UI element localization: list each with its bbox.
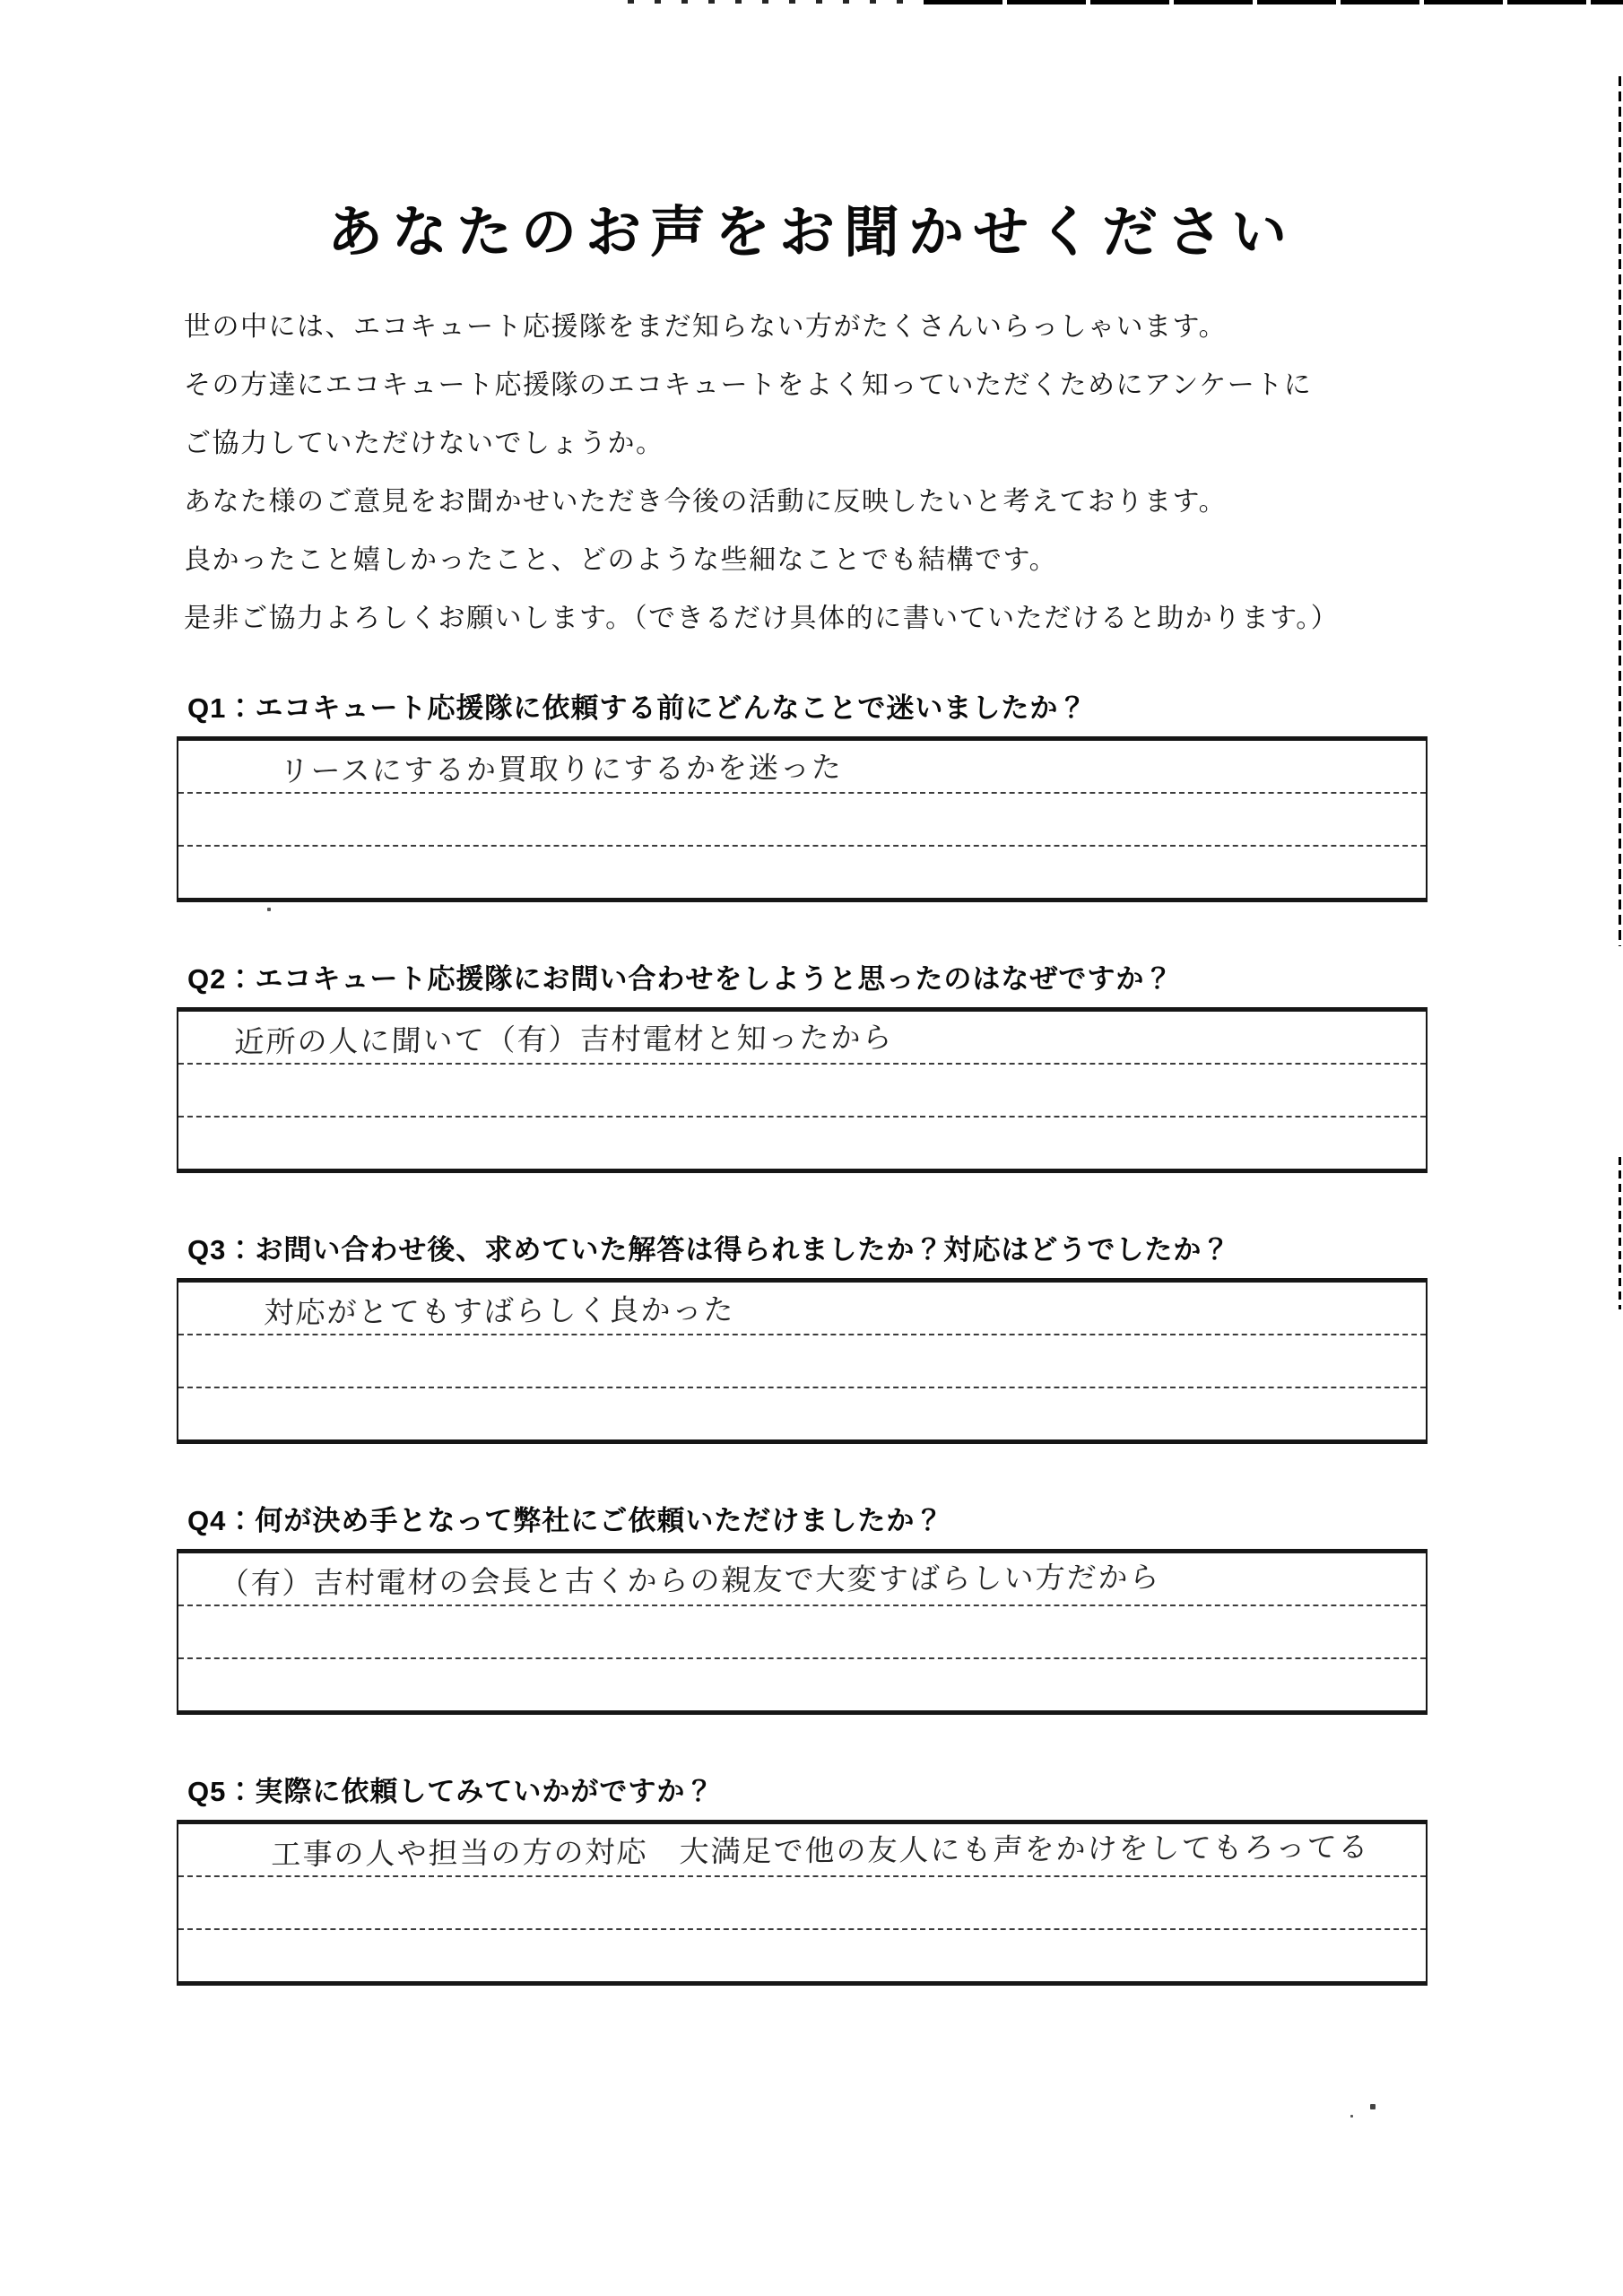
question-label: Q5：実際に依頼してみていかがですか？ [187,1776,715,1807]
intro-line: 良かったこと嬉しかったこと、どのような些細なことでも結構です。 [184,545,1058,575]
intro-line: 是非ご協力よろしくお願いします。（できるだけ具体的に書いていただけると助かります。） [184,604,1340,633]
handwritten-answer: 対応がとてもすばらしく良かった [264,1292,736,1330]
intro-line: 世の中には、エコキュート応援隊をまだ知らない方がたくさんいらっしゃいます。 [184,312,1228,342]
answer-box [177,1549,1428,1715]
question-block-q3 [177,1232,1428,1444]
handwritten-answer: 工事の人や担当の方の対応 大満足で他の友人にも声をかけをしてもろってる [271,1829,1371,1872]
question-block-q4 [177,1503,1428,1715]
answer-row [178,1824,1426,1877]
answer-row [178,1118,1426,1169]
intro-paragraph [184,298,1457,648]
question-block-q2 [177,961,1428,1173]
intro-line: あなた様のご意見をお聞かせいただき今後の活動に反映したいと考えております。 [184,487,1228,517]
answer-box [177,1007,1428,1173]
question-label: Q3：お問い合わせ後、求めていた解答は得られましたか？対応はどうでしたか？ [187,1234,1231,1265]
answer-row [178,741,1426,794]
answer-row [178,847,1426,898]
answer-row [178,1065,1426,1118]
answer-row [178,794,1426,847]
scan-noise-speck [1370,2104,1376,2109]
handwritten-answer: （有）吉村電材の会長と古くからの親友で大変すばらしい方だから [219,1559,1162,1601]
answer-box [177,1278,1428,1444]
page-title: あなたのお声をお聞かせください [326,201,1296,264]
handwritten-answer: 近所の人に聞いて（有）吉村電材と知ったから [234,1019,895,1059]
question-label: Q2：エコキュート応援隊にお問い合わせをしようと思ったのはなぜですか？ [187,963,1174,995]
question-label: Q1：エコキュート応援隊に依頼する前にどんなことで迷いましたか？ [187,692,1088,724]
question-block-q5 [177,1774,1428,1986]
scan-artifact-top-dashes [628,0,924,4]
answer-row [178,1335,1426,1388]
intro-line: ご協力していただけないでしょうか。 [184,429,664,458]
answer-row [178,1877,1426,1930]
intro-line: その方達にエコキュート応援隊のエコキュートをよく知っていただくためにアンケートに [184,370,1313,400]
scan-noise-speck [1350,2115,1353,2118]
question-list [177,691,1428,2045]
answer-row [178,1659,1426,1710]
scan-artifact-top-bar [924,0,1623,4]
handwritten-answer: リースにするか買取りにするかを迷った [279,749,844,788]
answer-row [178,1283,1426,1335]
answer-row [178,1606,1426,1659]
answer-row [178,1388,1426,1439]
answer-box [177,736,1428,902]
scan-artifact-right-line [1619,1157,1621,1309]
answer-row [178,1930,1426,1981]
answer-row [178,1553,1426,1606]
question-label: Q4：何が決め手となって弊社にご依頼いただけましたか？ [187,1505,944,1536]
answer-row [178,1012,1426,1065]
question-block-q1 [177,691,1428,902]
answer-box [177,1820,1428,1986]
